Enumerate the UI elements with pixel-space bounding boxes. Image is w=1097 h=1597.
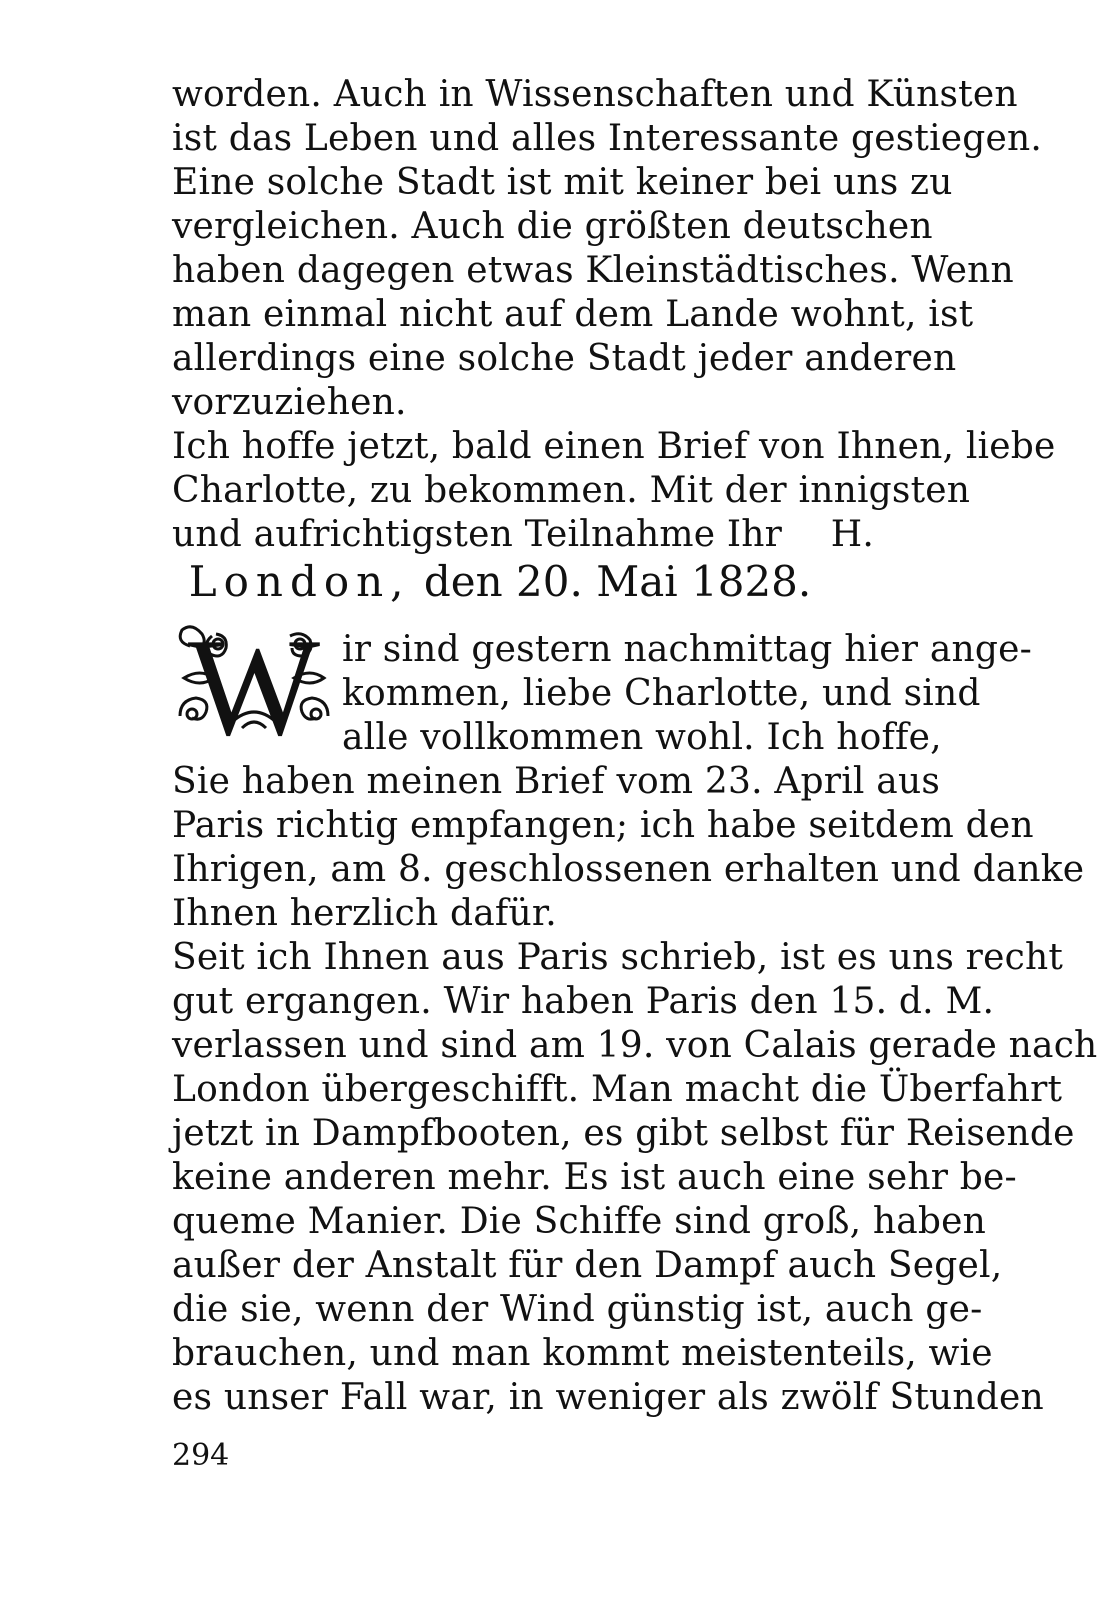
signoff-initial: H. [830, 514, 874, 555]
text-line: die sie, wenn der Wind günstig ist, auch ge- [172, 1289, 983, 1330]
text-line: verlassen und sind am 19. von Calais gerade nach [172, 1025, 1097, 1066]
text-line: Eine solche Stadt ist mit keiner bei uns zu [172, 162, 953, 203]
text-line: Seit ich Ihnen aus Paris schrieb, ist es uns recht [172, 937, 1064, 978]
text-line: Ihrigen, am 8. geschlossenen erhalten und danke [172, 849, 1085, 890]
text-line: worden. Auch in Wissenschaften und Künsten [172, 74, 1018, 115]
ornamental-drop-cap [172, 610, 336, 765]
text-line: Sie haben meinen Brief vom 23. April aus [172, 761, 941, 802]
text-line: kommen, liebe Charlotte, und sind [342, 673, 981, 714]
signoff-text: und aufrichtigsten Teilnahme Ihr [172, 514, 783, 555]
drop-cap-letter: W [187, 610, 321, 765]
text-line: außer der Anstalt für den Dampf auch Segel, [172, 1245, 1003, 1286]
text-line: alle vollkommen wohl. Ich hoffe, [342, 717, 942, 758]
text-line: man einmal nicht auf dem Lande wohnt, ist [172, 294, 974, 335]
text-line: jetzt in Dampfbooten, es gibt selbst für Reisende [172, 1113, 1075, 1154]
page-number: 294 [172, 1438, 230, 1473]
text-line: ist das Leben und alles Interessante gestiegen. [172, 118, 1043, 159]
letter-heading [0, 556, 1000, 608]
text-line: Ihnen herzlich dafür. [172, 893, 557, 934]
signoff-line [172, 513, 924, 557]
text-line: es unser Fall war, in weniger als zwölf Stunden [172, 1377, 1044, 1418]
text-line: keine anderen mehr. Es ist auch eine sehr be- [172, 1157, 1017, 1198]
text-line: brauchen, und man kommt meistenteils, wie [172, 1333, 993, 1374]
text-line: Charlotte, zu bekommen. Mit der innigsten [172, 470, 971, 511]
text-line: gut ergangen. Wir haben Paris den 15. d. M. [172, 981, 995, 1022]
text-line: Paris richtig empfangen; ich habe seitdem den [172, 805, 1034, 846]
drop-cap-ornament [172, 610, 336, 765]
text-line: Ich hoffe jetzt, bald einen Brief von Ihnen, liebe [172, 426, 1056, 467]
text-line: ir sind gestern nachmittag hier ange- [342, 629, 1033, 670]
text-line: vergleichen. Auch die größten deutschen [172, 206, 933, 247]
text-line: vorzuziehen. [172, 382, 407, 423]
text-line: queme Manier. Die Schiffe sind groß, haben [172, 1201, 987, 1242]
heading-date: den 20. Mai 1828. [423, 557, 812, 606]
text-line: haben dagegen etwas Kleinstädtisches. Wenn [172, 250, 1014, 291]
heading-place: London, [188, 557, 411, 606]
text-line: London übergeschifft. Man macht die Überfahrt [172, 1069, 1063, 1110]
text-line: allerdings eine solche Stadt jeder anderen [172, 338, 957, 379]
